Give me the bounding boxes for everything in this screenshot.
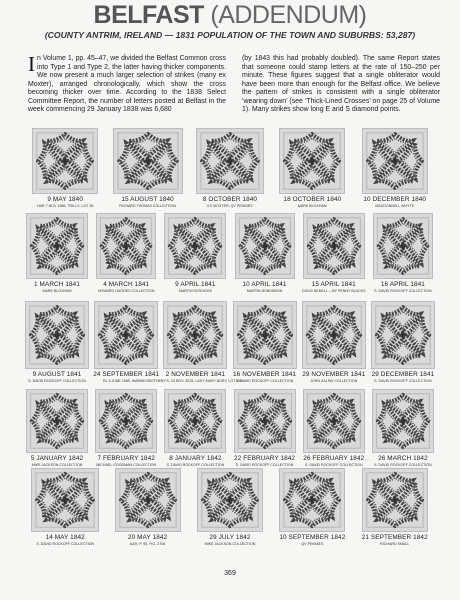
intro-text bbox=[28, 52, 440, 115]
strike-date: 29 NOVEMBER 1841 bbox=[302, 371, 366, 378]
maltese-cross-strike-image bbox=[196, 128, 264, 194]
strike-date: 2 NOVEMBER 1841 bbox=[165, 371, 226, 378]
maltese-cross-strike-image bbox=[163, 301, 227, 369]
strike-source: MARK BLOXHAM bbox=[42, 289, 72, 293]
intro-column-1: In Volume 1, pp. 45–47, we divided the Belfast Common cross into Type 1 and Type 2, the latter having thicker components. We now present a much larger selection of strikes (many ex Moxter), arranged chronologically, which show the cross becoming thicker over time. According to the 1838 Select Committee Report, the number of letters posted at Belfast in the week commencing 29 January 1838 was 6,680 bbox=[28, 52, 226, 113]
strike-source: MARTIN SCROGGS bbox=[178, 289, 212, 293]
strike-item bbox=[301, 213, 367, 294]
strike-item bbox=[162, 389, 228, 468]
strike-item bbox=[272, 128, 352, 209]
strike-source: S. DAVID ROCKOFF COLLECTION bbox=[374, 463, 432, 467]
strike-source: MARK BLOXHAM bbox=[297, 204, 327, 208]
strike-date: 15 AUGUST 1840 bbox=[121, 196, 174, 203]
strike-item bbox=[148, 301, 243, 384]
page-subtitle: (COUNTY ANTRIM, IRELAND — 1831 POPULATION OF THE TOWN AND SUBURBS: 53,287) bbox=[44, 30, 416, 40]
gallery-row bbox=[24, 468, 436, 547]
strike-source: S. DAVID ROCKOFF COLLECTION bbox=[36, 542, 94, 546]
strike-item bbox=[370, 301, 436, 384]
strike-item bbox=[232, 301, 298, 384]
strike-date: 24 SEPTEMBER 1841 bbox=[93, 371, 160, 378]
strike-date: 16 APRIL 1841 bbox=[380, 281, 425, 288]
strike-item bbox=[232, 389, 298, 468]
strike-item bbox=[24, 389, 90, 468]
strike-item bbox=[272, 468, 352, 547]
strike-source: RL 3 JUNE 1985, WARWICK bbox=[102, 379, 150, 383]
strike-item bbox=[232, 213, 298, 294]
strike-item bbox=[355, 128, 435, 209]
strike-item bbox=[108, 128, 188, 209]
gallery-row bbox=[24, 301, 436, 384]
strike-item bbox=[108, 468, 188, 547]
strike-item bbox=[25, 128, 105, 209]
strike-source: S. DAVID ROCKOFF COLLECTION bbox=[374, 379, 432, 383]
strike-source: EX MOXTER; QV PENNIES bbox=[207, 204, 253, 208]
maltese-cross-strike-image bbox=[362, 128, 428, 194]
strike-source: HAR 7 NOV 1986, TRILLS, LOT 36 bbox=[36, 204, 94, 208]
strike-date: 4 MARCH 1841 bbox=[103, 281, 150, 288]
maltese-cross-strike-image bbox=[26, 389, 88, 453]
strike-source: S. DAVID ROCKOFF COLLECTION bbox=[235, 379, 294, 383]
maltese-cross-strike-image bbox=[95, 389, 157, 453]
strike-item bbox=[370, 389, 436, 468]
strike-item bbox=[24, 301, 90, 384]
strike-source: S. DAVID ROCKOFF COLLECTION bbox=[374, 289, 432, 293]
maltese-cross-strike-image bbox=[279, 128, 345, 194]
maltese-cross-strike-image bbox=[94, 301, 158, 369]
strike-date: 1 MARCH 1841 bbox=[34, 281, 80, 288]
strike-item bbox=[355, 468, 435, 547]
strike-date: 10 DECEMBER 1840 bbox=[363, 196, 427, 203]
strike-item bbox=[93, 389, 159, 468]
maltese-cross-strike-image bbox=[31, 468, 99, 532]
maltese-cross-strike-image bbox=[233, 301, 297, 369]
maltese-cross-strike-image bbox=[303, 389, 365, 453]
strike-date: 15 APRIL 1841 bbox=[311, 281, 356, 288]
strike-date: 9 AUGUST 1841 bbox=[32, 371, 82, 378]
strike-source: S. DAVID ROCKOFF COLLECTION bbox=[304, 463, 363, 467]
strike-item bbox=[301, 301, 367, 384]
page-header bbox=[0, 2, 460, 40]
strike-source: MIKE JACKSON COLLECTION bbox=[31, 463, 83, 467]
strike-source: DOUG NEDELL – MY PENNY BLACKS bbox=[302, 289, 366, 293]
strike-date: 8 OCTOBER 1840 bbox=[202, 196, 258, 203]
maltese-cross-strike-image bbox=[303, 213, 365, 279]
strike-item bbox=[24, 213, 90, 294]
gallery-row bbox=[24, 213, 436, 294]
strike-date: 22 FEBRUARY 1842 bbox=[234, 455, 296, 462]
maltese-cross-strike-image bbox=[362, 468, 428, 532]
strike-source: MACDONNELL WHYTE bbox=[375, 204, 415, 208]
strike-date: 8 JANUARY 1842 bbox=[169, 455, 222, 462]
strike-item bbox=[190, 468, 270, 547]
maltese-cross-strike-image bbox=[235, 213, 295, 279]
strike-source: S. DAVID ROCKOFF COLLECTION bbox=[166, 463, 225, 467]
strike-item bbox=[162, 213, 228, 294]
gallery-row bbox=[24, 389, 436, 468]
maltese-cross-strike-image bbox=[371, 301, 435, 369]
strike-source: RICHARD SMALL bbox=[380, 542, 410, 546]
maltese-cross-strike-image bbox=[26, 213, 88, 279]
strike-date: 20 MAY 1842 bbox=[127, 534, 168, 541]
maltese-cross-strike-image bbox=[164, 389, 226, 453]
strike-date: 16 NOVEMBER 1841 bbox=[233, 371, 297, 378]
maltese-cross-strike-image bbox=[113, 128, 183, 194]
strike-source: A&H, P. 95, FIG. 2706 bbox=[129, 542, 166, 546]
maltese-cross-strike-image bbox=[25, 301, 89, 369]
strike-item bbox=[93, 213, 159, 294]
intro-column-2: (by 1843 this had probably doubled). The same Report states that someone could stamp letters at the rate of 150–250 per minute. These figures suggest that a single obliterator would have been more than enough for the Belfast office. We believe the pattern of strikes is consistent with a single obliterator ‘wearing down’ (see ‘Thick-Lined Crosses’ on page 25 of Volume 1). Many strikes show long E and S diamond points. bbox=[242, 55, 440, 113]
drop-cap: I bbox=[28, 52, 35, 76]
strike-date: 10 APRIL 1841 bbox=[242, 281, 287, 288]
maltese-cross-strike-image bbox=[279, 468, 345, 532]
strike-source: JOHN SALPAI COLLECTION bbox=[310, 379, 358, 383]
strike-source: QV PENNIES bbox=[301, 542, 324, 546]
strike-source: SOTHEBY'S, 24 NOV. 2015, LADY MARY BURY, LOT 168 bbox=[148, 379, 243, 383]
strike-source: MIKE JACKSON COLLECTION bbox=[204, 542, 256, 546]
page-number: 369 bbox=[224, 570, 236, 577]
strike-item bbox=[301, 389, 367, 468]
strike-date: 29 JULY 1842 bbox=[209, 534, 251, 541]
strike-item bbox=[25, 468, 105, 547]
strike-source: HOWARD HUGHES COLLECTION bbox=[97, 289, 155, 293]
strike-date: 18 OCTOBER 1840 bbox=[283, 196, 342, 203]
strike-source: MICHAEL GOODMAN COLLECTION bbox=[96, 463, 157, 467]
strike-source: S. DAVID ROCKOFF COLLECTION bbox=[235, 463, 294, 467]
strike-date: 26 MARCH 1842 bbox=[378, 455, 428, 462]
strike-date: 14 MAY 1842 bbox=[45, 534, 85, 541]
strike-date: 10 SEPTEMBER 1842 bbox=[279, 534, 346, 541]
maltese-cross-strike-image bbox=[115, 468, 181, 532]
maltese-cross-strike-image bbox=[32, 128, 98, 194]
maltese-cross-strike-image bbox=[96, 213, 156, 279]
maltese-cross-strike-image bbox=[372, 389, 434, 453]
strike-date: 21 SEPTEMBER 1842 bbox=[361, 534, 428, 541]
maltese-cross-strike-image bbox=[197, 468, 263, 532]
maltese-cross-strike-image bbox=[164, 213, 226, 279]
gallery-row bbox=[24, 128, 436, 209]
strike-date: 5 JANUARY 1842 bbox=[30, 455, 84, 462]
strike-item bbox=[370, 213, 436, 294]
strike-source: MARTIN JENKINSON bbox=[246, 289, 283, 293]
page-title: BELFAST (ADDENDUM) bbox=[93, 1, 367, 29]
strike-date: 29 DECEMBER 1841 bbox=[371, 371, 435, 378]
maltese-cross-strike-image bbox=[302, 301, 366, 369]
maltese-cross-strike-image bbox=[234, 389, 296, 453]
strike-source: S. DAVID ROCKOFF COLLECTION bbox=[28, 379, 86, 383]
strike-source: RICHARD THOMAS COLLECTION bbox=[119, 204, 176, 208]
strike-date: 9 APRIL 1841 bbox=[175, 281, 216, 288]
strike-item bbox=[190, 128, 270, 209]
maltese-cross-strike-image bbox=[373, 213, 433, 279]
strike-date: 9 MAY 1840 bbox=[47, 196, 83, 203]
strike-item bbox=[93, 301, 159, 384]
strike-date: 26 FEBRUARY 1842 bbox=[303, 455, 365, 462]
strike-date: 7 FEBRUARY 1842 bbox=[97, 455, 155, 462]
